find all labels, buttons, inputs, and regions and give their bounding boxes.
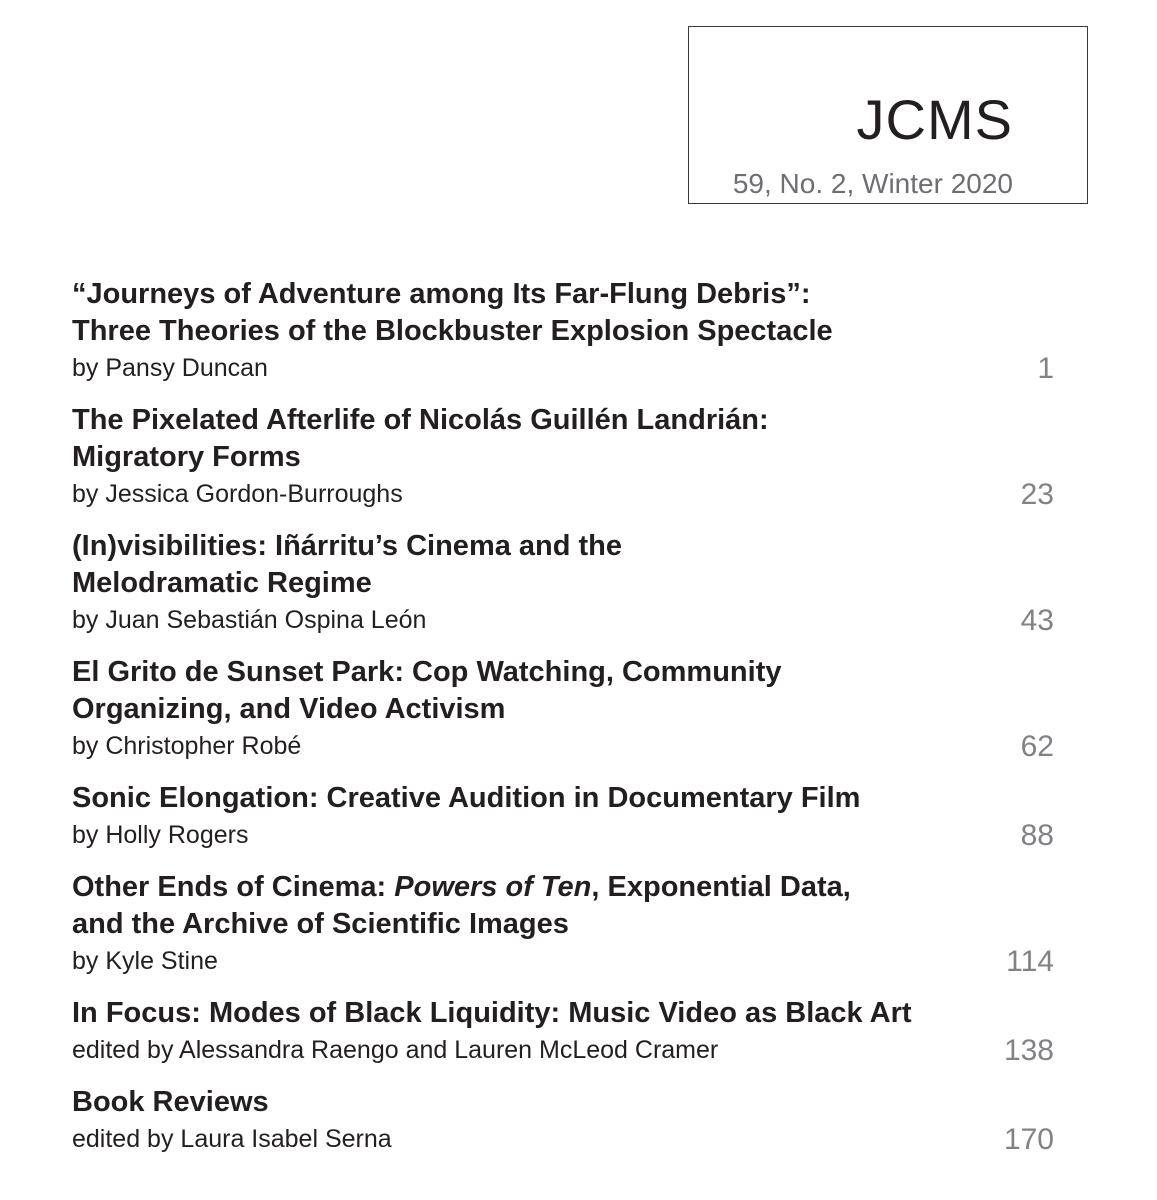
entry-title: In Focus: Modes of Black Liquidity: Music Video as Black Art (72, 997, 912, 1029)
film-title-italic: Powers of Ten (394, 871, 592, 903)
entry-title: “Journeys of Adventure among Its Far-Flung Debris”: Three Theories of the Blockbuster Explosion Spectacle (72, 278, 833, 347)
entry-page-number: 23 (1020, 478, 1054, 511)
entry-title: El Grito de Sunset Park: Cop Watching, Community Organizing, and Video Activism (72, 656, 782, 725)
entry-page-number: 114 (1006, 945, 1054, 978)
entry-title: Other Ends of Cinema: Powers of Ten, Exponential Data, and the Archive of Scientific Images (72, 871, 851, 940)
entry-page-number: 43 (1020, 604, 1054, 637)
entry-page-number: 170 (1003, 1123, 1054, 1156)
toc-entry[interactable] (72, 1084, 1054, 1158)
toc-entry[interactable] (72, 869, 1054, 980)
entry-byline: by Christopher Robé (72, 732, 302, 760)
entry-page-number: 62 (1020, 730, 1054, 763)
table-of-contents (72, 276, 1054, 1173)
journal-title: JCMS (856, 88, 1013, 151)
entry-byline: by Pansy Duncan (72, 354, 268, 382)
entry-byline: edited by Alessandra Raengo and Lauren McLeod Cramer (72, 1036, 719, 1064)
toc-entry[interactable] (72, 654, 1054, 765)
entry-byline: edited by Laura Isabel Serna (72, 1125, 392, 1153)
entry-title: Sonic Elongation: Creative Audition in Documentary Film (72, 782, 861, 814)
toc-entry[interactable] (72, 402, 1054, 513)
entry-page-number: 138 (1003, 1034, 1054, 1067)
issue-line: 59, No. 2, Winter 2020 (732, 168, 1013, 199)
entry-byline: by Kyle Stine (72, 947, 218, 975)
toc-entry[interactable] (72, 276, 1054, 387)
toc-entry[interactable] (72, 995, 1054, 1069)
entry-byline: by Holly Rogers (72, 821, 249, 849)
entry-page-number: 88 (1020, 819, 1054, 852)
entry-page-number: 1 (1037, 352, 1054, 385)
toc-entry[interactable] (72, 528, 1054, 639)
entry-title: (In)visibilities: Iñárritu’s Cinema and the Melodramatic Regime (72, 530, 623, 599)
entry-byline: by Jessica Gordon-Burroughs (72, 480, 403, 508)
entry-byline: by Juan Sebastián Ospina León (72, 606, 427, 634)
entry-title: The Pixelated Afterlife of Nicolás Guillén Landrián: Migratory Forms (72, 404, 769, 473)
masthead-box (688, 26, 1088, 204)
entry-title: Book Reviews (72, 1086, 269, 1118)
toc-entry[interactable] (72, 780, 1054, 854)
